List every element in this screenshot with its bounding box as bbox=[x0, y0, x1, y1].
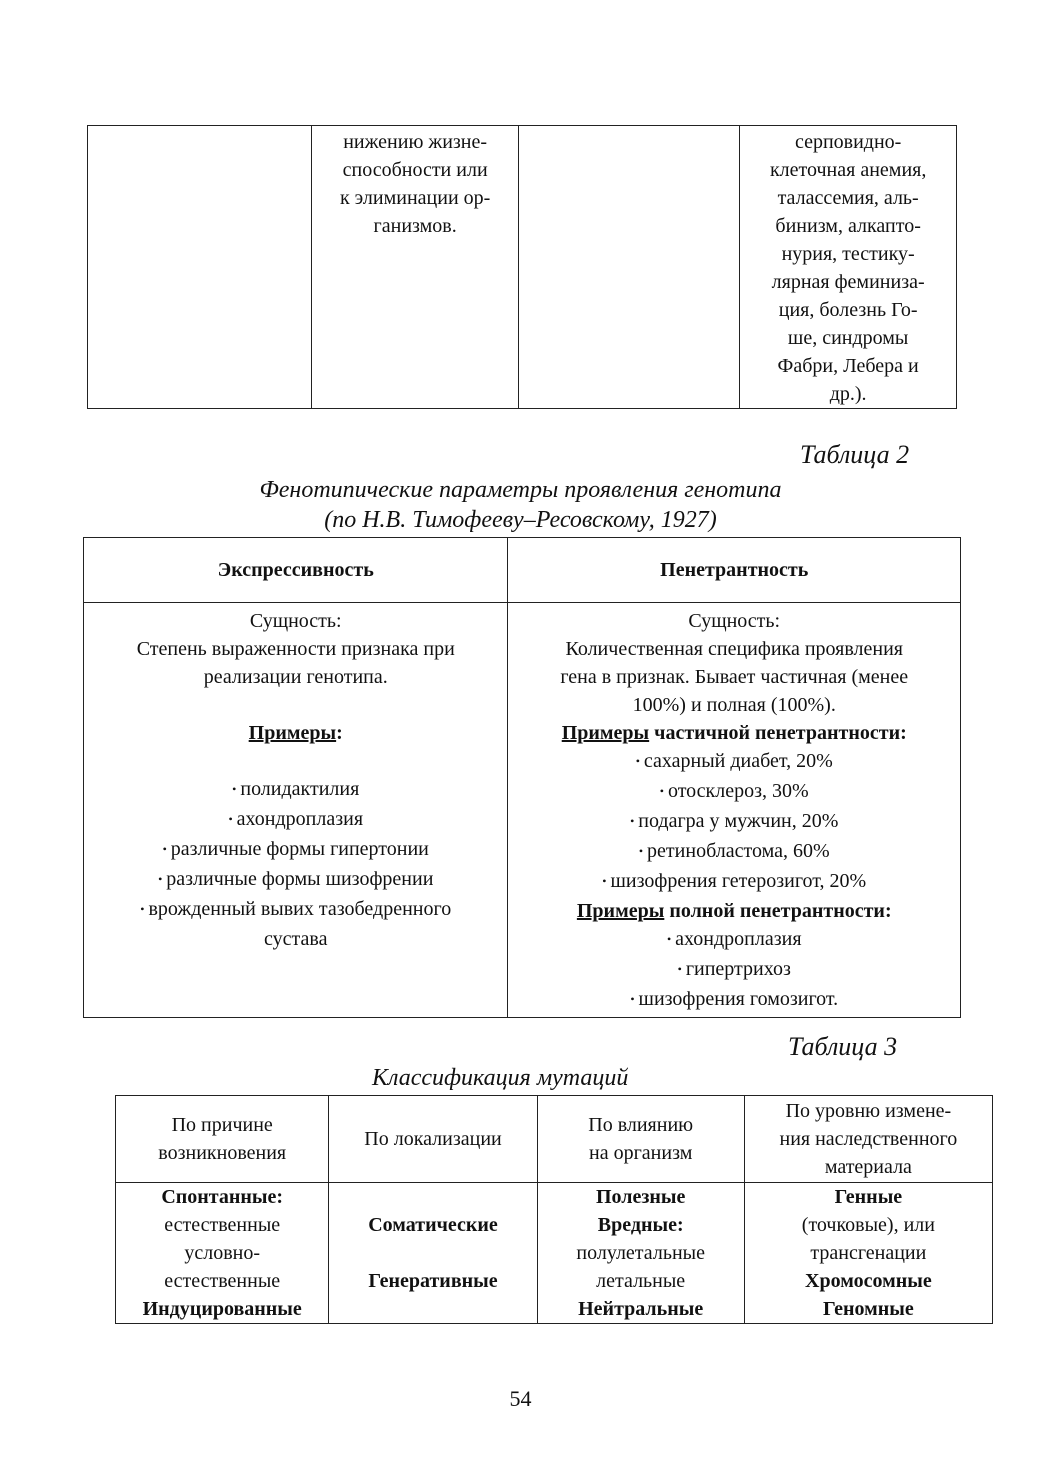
table3-localization-cell bbox=[329, 1183, 537, 1324]
table1-continuation bbox=[87, 125, 957, 409]
list-item bbox=[508, 807, 960, 837]
table1-cell-4-line: талассемия, аль- bbox=[777, 187, 919, 209]
header-line: ния наследственного bbox=[779, 1128, 958, 1150]
list-item bbox=[84, 835, 507, 865]
bullet-icon: • bbox=[666, 932, 672, 946]
table1-cell-4-line: серповидно- bbox=[794, 131, 902, 153]
header-line: возникновения bbox=[158, 1142, 287, 1164]
list-item bbox=[84, 775, 507, 805]
bullet-icon: • bbox=[162, 842, 167, 856]
table3-mutation-classification bbox=[115, 1095, 993, 1324]
table3-header-level bbox=[744, 1096, 992, 1183]
table3-header-cause bbox=[116, 1096, 329, 1183]
generative-label: Генеративные bbox=[368, 1270, 498, 1292]
somatic-label: Соматические bbox=[368, 1214, 498, 1236]
list-item-text: подагра у мужчин, 20% bbox=[638, 810, 839, 832]
table3-title: Классификация мутаций bbox=[372, 1065, 629, 1091]
list-item bbox=[508, 925, 960, 955]
table3-label: Таблица 3 bbox=[788, 1032, 898, 1061]
table1-cell-4-line: клеточная анемия, bbox=[769, 159, 927, 181]
examples-label: Примеры bbox=[248, 722, 337, 744]
header-line: материала bbox=[824, 1156, 912, 1178]
list-item-text: гипертрихоз bbox=[685, 958, 791, 980]
table1-cell-4-line: Фабри, Лебера и bbox=[777, 355, 919, 377]
neutral-label: Нейтральные bbox=[578, 1298, 704, 1320]
table1-cell-4-line: др.). bbox=[829, 383, 867, 405]
full-examples-rest: полной пенетрантности: bbox=[664, 900, 892, 922]
list-item-text: ахондроплазия bbox=[675, 928, 802, 950]
list-item-text: различные формы шизофрении bbox=[166, 868, 434, 890]
table2-title-line2: (по Н.В. Тимофееву–Ресовскому, 1927) bbox=[324, 507, 717, 533]
essence-text: гена в признак. Бывает частичная (менее bbox=[560, 666, 909, 688]
table2-phenotypic-parameters bbox=[83, 537, 961, 1018]
bullet-icon: • bbox=[602, 874, 607, 888]
list-item-continuation: сустава bbox=[264, 928, 328, 950]
examples-colon: : bbox=[336, 722, 343, 744]
essence-text: Степень выраженности признака при bbox=[136, 638, 455, 660]
chromosomal-label: Хромосомные bbox=[805, 1270, 932, 1292]
list-item-text: полидактилия bbox=[240, 778, 360, 800]
list-item bbox=[84, 865, 507, 895]
table2-header-penetrance: Пенетрантность bbox=[508, 538, 961, 603]
effect-subtype: полулетальные bbox=[576, 1242, 705, 1264]
table1-cell-4 bbox=[740, 126, 957, 409]
header-line: По уровню измене- bbox=[785, 1100, 952, 1122]
header-line: на организм bbox=[589, 1142, 693, 1164]
table1-cell-3 bbox=[519, 126, 740, 409]
page-number: 54 bbox=[509, 1386, 532, 1411]
table2-title-line1: Фенотипические параметры проявления генотипа bbox=[259, 477, 782, 503]
list-item-text: врожденный вывих тазобедренного bbox=[148, 898, 452, 920]
gene-label: Генные bbox=[834, 1186, 903, 1208]
table3-header-effect bbox=[537, 1096, 744, 1183]
table3-header-localization bbox=[329, 1096, 537, 1183]
table1-cell-1 bbox=[88, 126, 312, 409]
list-item-text: шизофрения гомозигот. bbox=[638, 988, 839, 1010]
effect-subtype: летальные bbox=[596, 1270, 686, 1292]
list-item bbox=[508, 867, 960, 897]
bullet-icon: • bbox=[630, 992, 635, 1006]
table1-cell-2 bbox=[311, 126, 519, 409]
list-item bbox=[508, 747, 960, 777]
essence-text: 100%) и полная (100%). bbox=[632, 694, 836, 716]
essence-label: Сущность: bbox=[249, 610, 342, 632]
bullet-icon: • bbox=[630, 814, 635, 828]
table1-cell-4-line: ше, синдромы bbox=[787, 327, 909, 349]
list-item-text: ретинобластома, 60% bbox=[647, 840, 830, 862]
list-item bbox=[84, 805, 507, 835]
table2-label: Таблица 2 bbox=[800, 440, 910, 469]
spontaneous-label: Спонтанные: bbox=[161, 1186, 284, 1208]
bullet-icon: • bbox=[638, 844, 644, 858]
level-subtype: трансгенации bbox=[810, 1242, 927, 1264]
table1-cell-2-line: нижению жизне- bbox=[343, 131, 488, 153]
partial-examples-rest: частичной пенетрантности: bbox=[649, 722, 907, 744]
bullet-icon: • bbox=[677, 962, 682, 976]
essence-label: Сущность: bbox=[688, 610, 781, 632]
list-item bbox=[508, 837, 960, 867]
list-item bbox=[508, 777, 960, 807]
table1-cell-2-line: ганизмов. bbox=[373, 215, 457, 237]
essence-text: Количественная специфика проявления bbox=[565, 638, 903, 660]
table1-cell-4-line: лярная феминиза- bbox=[771, 271, 925, 293]
list-item bbox=[508, 985, 960, 1015]
table3-level-cell bbox=[744, 1183, 992, 1324]
bullet-icon: • bbox=[659, 784, 664, 798]
partial-examples-heading bbox=[508, 719, 960, 747]
examples-heading bbox=[84, 719, 507, 747]
list-item bbox=[84, 895, 507, 925]
level-subtype: (точковые), или bbox=[801, 1214, 935, 1236]
table1-cell-4-line: бинизм, алкапто- bbox=[775, 215, 921, 237]
list-item-text: сахарный диабет, 20% bbox=[643, 750, 833, 772]
bullet-icon: • bbox=[232, 782, 237, 796]
table2-expressivity-cell bbox=[84, 603, 508, 1018]
essence-text: реализации генотипа. bbox=[203, 666, 388, 688]
table1-cell-2-line: к элиминации ор- bbox=[339, 187, 491, 209]
cause-subtype: условно- bbox=[184, 1242, 261, 1264]
partial-examples-label: Примеры bbox=[561, 722, 650, 744]
header-line: По причине bbox=[171, 1114, 273, 1136]
cause-subtype: естественные bbox=[164, 1270, 281, 1292]
bullet-icon: • bbox=[140, 902, 145, 916]
bullet-icon: • bbox=[228, 812, 233, 826]
table2-header-expressivity: Экспрессивность bbox=[84, 538, 508, 603]
list-item bbox=[508, 955, 960, 985]
full-examples-label: Примеры bbox=[576, 900, 665, 922]
bullet-icon: • bbox=[635, 754, 640, 768]
cause-subtype: естественные bbox=[164, 1214, 281, 1236]
useful-label: Полезные bbox=[595, 1186, 686, 1208]
table3-effect-cell bbox=[537, 1183, 744, 1324]
header-line: По локализации bbox=[364, 1128, 502, 1150]
table1-cell-2-line: способности или bbox=[342, 159, 488, 181]
list-item-text: отосклероз, 30% bbox=[667, 780, 809, 802]
bullet-icon: • bbox=[158, 872, 163, 886]
table2-penetrance-cell bbox=[508, 603, 961, 1018]
list-item-text: ахондроплазия bbox=[236, 808, 364, 830]
table1-cell-4-line: нурия, тестику- bbox=[781, 243, 915, 265]
list-item-text: шизофрения гетерозигот, 20% bbox=[610, 870, 867, 892]
table1-cell-4-line: ция, болезнь Го- bbox=[778, 299, 918, 321]
harmful-label: Вредные: bbox=[597, 1214, 684, 1236]
header-line: По влиянию bbox=[588, 1114, 694, 1136]
table3-cause-cell bbox=[116, 1183, 329, 1324]
list-item-text: различные формы гипертонии bbox=[170, 838, 429, 860]
full-examples-heading bbox=[508, 897, 960, 925]
genomic-label: Геномные bbox=[822, 1298, 914, 1320]
induced-label: Индуцированные bbox=[142, 1298, 302, 1320]
